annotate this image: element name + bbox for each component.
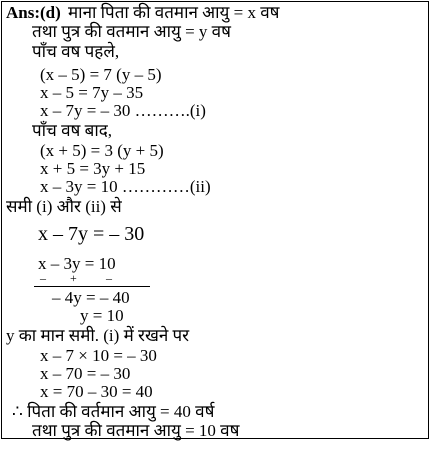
cut-off-next-line: [0, 440, 432, 449]
equation-i: x – 7y = – 30 ……….(i): [40, 101, 206, 120]
from-equations-heading: समी (i) और (ii) से: [6, 197, 122, 216]
conclusion-son: तथा पुत्र की वतमान आयु = 10 वष: [32, 421, 240, 440]
substitute-step-2: x – 70 = – 30: [40, 364, 131, 383]
equation-ii: x – 3y = 10 …………(ii): [40, 177, 211, 196]
subtraction-row-2: x – 3y = 10: [38, 254, 116, 273]
equation-ago-1: (x – 5) = 7 (y – 5): [40, 65, 162, 84]
sign-minus-2: –: [106, 271, 112, 285]
sign-plus: +: [70, 271, 77, 285]
five-years-ago-heading: पाँच वष पहले,: [32, 42, 120, 61]
y-value: y = 10: [80, 306, 124, 325]
answer-label: Ans:(d): [6, 3, 61, 22]
conclusion-father: ∴ पिता की वर्तमान आयु = 40 वर्ष: [12, 402, 215, 421]
substitute-heading: y का मान समी. (i) में रखने पर: [6, 326, 190, 345]
substitute-step-3: x = 70 – 30 = 40: [40, 382, 153, 401]
statement-father-age: माना पिता की वतमान आयु = x वष: [68, 3, 280, 22]
subtraction-result: – 4y = – 40: [52, 288, 130, 307]
equation-later-1: (x + 5) = 3 (y + 5): [40, 141, 164, 160]
equation-later-2: x + 5 = 3y + 15: [40, 159, 146, 178]
five-years-later-heading: पाँच वष बाद,: [32, 121, 113, 140]
statement-son-age: तथा पुत्र की वतमान आयु = y वष: [32, 22, 231, 41]
substitute-step-1: x – 7 × 10 = – 30: [40, 346, 157, 365]
sign-minus-1: –: [40, 271, 46, 285]
subtraction-rule: [34, 286, 150, 287]
subtraction-row-1: x – 7y = – 30: [38, 223, 145, 245]
equation-ago-2: x – 5 = 7y – 35: [40, 83, 144, 102]
